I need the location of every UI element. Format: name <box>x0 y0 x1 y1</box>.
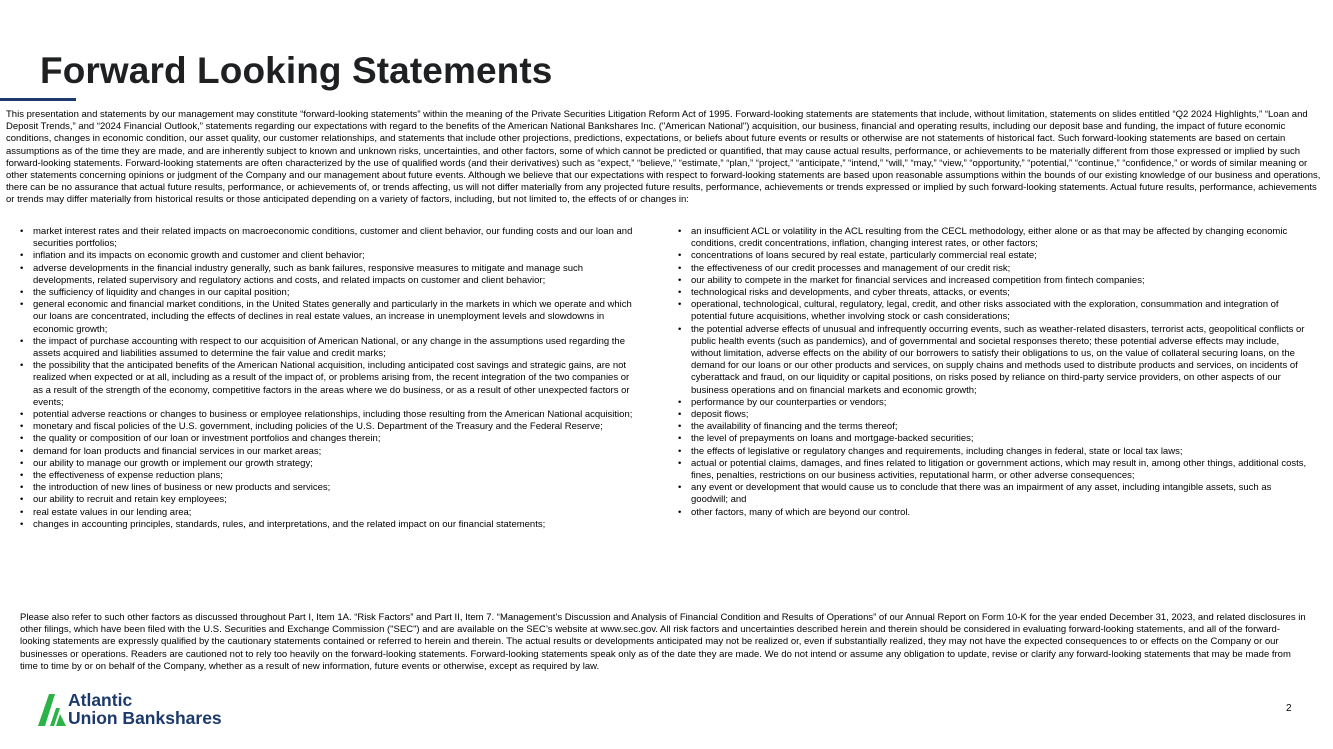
bullet-marker: • <box>20 470 24 482</box>
bullet-text: general economic and financial market conditions, in the United States generally and particularly in the markets in which we operate and which our loans are concentrated, including the effects of declines in real estate values, an increase in unemployment levels and slowdowns in economic growth; <box>33 299 632 335</box>
title-accent-rule <box>0 98 76 101</box>
bullet-text: the potential adverse effects of unusual and infrequently occurring events, such as weather-related disasters, terrorist acts, geopolitical conflicts or public health events (such as pandemics), and of governmental and societal responses thereto; these potential adverse effects may include, without limitation, adverse effects on the ability of our borrowers to satisfy their obligations to us, on the value of collateral securing loans, on the demand for our loans or our other products and services, on supply chains and methods used to distribute products and services, on incidents of cyberattack and fraud, on our liquidity or capital positions, on risks posed by reliance on third-party service providers, on other aspects of our business operations and on financial markets and economic growth; <box>691 323 1305 396</box>
bullet-text: any event or development that would cause us to conclude that there was an impairment of any asset, including intangible assets, such as goodwill; and <box>691 482 1272 506</box>
bullet-text: changes in accounting principles, standards, rules, and interpretations, and the related impact on our financial statements; <box>33 518 546 530</box>
bullet-item <box>20 482 640 494</box>
bullet-text: operational, technological, cultural, regulatory, legal, credit, and other risks associated with the exploration, consummation and integration of potential future acquisitions, whether involving stock or cash considerations; <box>691 299 1279 323</box>
bullet-marker: • <box>678 409 682 421</box>
bullet-item <box>20 433 640 445</box>
bullet-item <box>20 421 640 433</box>
bullet-text: actual or potential claims, damages, and fines related to litigation or government actions, which may result in, among other things, additional costs, fines, penalties, restrictions on our business activities, reputational harm, or other adverse consequences; <box>691 457 1307 482</box>
bullet-marker: • <box>678 299 682 311</box>
bullet-marker: • <box>678 287 682 299</box>
bullet-marker: • <box>20 457 24 469</box>
bullet-item <box>678 507 1310 519</box>
bullet-text: deposit flows; <box>691 409 749 421</box>
bullet-marker: • <box>20 506 24 518</box>
bullet-item <box>678 409 1310 421</box>
bullet-item <box>678 287 1310 299</box>
bullet-marker: • <box>20 299 24 311</box>
bullet-item <box>20 360 640 409</box>
bullet-text: the sufficiency of liquidity and changes in our capital position; <box>33 287 290 299</box>
bullet-text: adverse developments in the financial industry generally, such as bank failures, responsive measures to mitigate and manage such developments, related supervisory and regulatory actions and costs, and related impacts on customer and client behavior; <box>33 262 584 286</box>
left-bullet-list <box>20 226 640 531</box>
logo-text-line1: Atlantic <box>68 690 133 710</box>
bullet-marker: • <box>678 274 682 286</box>
bullet-text: our ability to recruit and retain key employees; <box>33 494 227 506</box>
bullet-item <box>20 336 640 360</box>
bullet-item <box>678 226 1310 250</box>
bullet-marker: • <box>678 457 682 469</box>
bullet-item <box>20 299 640 336</box>
bullet-text: monetary and fiscal policies of the U.S. government, including policies of the U.S. Department of the Treasury and the Federal Reserve; <box>33 421 603 433</box>
bullet-marker: • <box>20 482 24 494</box>
bullet-item <box>20 263 640 287</box>
bullet-text: an insufficient ACL or volatility in the ACL resulting from the CECL methodology, either alone or as that may be affected by changing economic conditions, credit concentrations, inflation, changing interest rates, or other factors; <box>691 226 1288 250</box>
bullet-text: the effectiveness of expense reduction plans; <box>33 470 223 482</box>
bullet-item <box>20 409 640 421</box>
bullet-text: our ability to compete in the market for financial services and increased competition from fintech companies; <box>691 274 1145 286</box>
bullet-text: concentrations of loans secured by real estate, particularly commercial real estate; <box>691 250 1037 262</box>
bullet-text: the impact of purchase accounting with respect to our acquisition of American National, or any change in the assumptions used regarding the assets acquired and liabilities assumed to determine the fair value and credit marks; <box>33 335 625 360</box>
bullet-marker: • <box>20 433 24 445</box>
bullet-marker: • <box>20 421 24 433</box>
bullet-text: other factors, many of which are beyond our control. <box>691 506 911 518</box>
bullet-item <box>20 507 640 519</box>
logo-mark-icon <box>38 694 66 726</box>
bullet-marker: • <box>678 506 682 518</box>
bullet-item <box>678 446 1310 458</box>
bullet-marker: • <box>20 360 24 372</box>
bullet-text: demand for loan products and financial services in our market areas; <box>33 445 322 457</box>
page-title: Forward Looking Statements <box>40 50 553 91</box>
logo-text-line2: Union Bankshares <box>68 708 222 728</box>
bullet-marker: • <box>678 323 682 335</box>
bullet-marker: • <box>678 396 682 408</box>
bullet-item <box>678 263 1310 275</box>
bullet-item <box>20 470 640 482</box>
bullet-marker: • <box>20 518 24 530</box>
bullet-item <box>678 324 1310 397</box>
bullet-item <box>678 299 1310 323</box>
bullet-item <box>20 287 640 299</box>
bullet-marker: • <box>678 262 682 274</box>
bullet-item <box>20 226 640 250</box>
bullet-item <box>678 482 1310 506</box>
bullet-text: the introduction of new lines of business or new products and services; <box>33 482 331 494</box>
right-bullet-list <box>678 226 1310 519</box>
bullet-text: market interest rates and their related impacts on macroeconomic conditions, customer and client behavior, our funding costs and our loan and securities portfolios; <box>33 226 633 250</box>
intro-paragraph: This presentation and statements by our management may constitute “forward-looking statements” within the meaning of the Private Securities Litigation Reform Act of 1995. Forward-looking statements are statements that include, without limitation, statements on slides entitled “Q2 2024 Highlights,” “Loan and Deposit Trends,” and “2024 Financial Outlook,” statements regarding our expectations with regard to the benefits of the American National Bankshares Inc. ("American National") acquisition, our business, financial and operating results, including our deposit base and funding, the impact of future economic conditions, changes in economic condition, our asset quality, our customer relationships, and statements that include other projections, predictions, expectations, or beliefs about future events or results or otherwise are not statements of historical fact. Such forward-looking statements are based on certain assumptions as of the time they are made, and are inherently subject to known and unknown risks, uncertainties, and other factors, some of which cannot be predicted or quantified, that may cause actual results, performance, or achievements to be materially different from those expressed or implied by such forward-looking statements. Forward-looking statements are often characterized by the use of qualified words (and their derivatives) such as “expect,” “believe,” “estimate,” “plan,” “project,” “anticipate,” “intend,” “will,” “may,” “view,” “opportunity,” “potential,” “continue,” “confidence,” or words of similar meaning or other statements concerning opinions or judgment of the Company and our management about future events. Although we believe that our expectations with respect to forward-looking statements are based upon reasonable assumptions within the bounds of our existing knowledge of our business and operations, there can be no assurance that actual future results, performance, or achievements of, or trends affecting, us will not differ materially from any projected future results, performance, achievements or trends expressed or implied by such forward-looking statements. Actual future results, performance, achievements or trends may differ materially from historical results or those anticipated depending on a variety of factors, including, but not limited to, the effects of or changes in: <box>6 109 1321 206</box>
bullet-text: the availability of financing and the terms thereof; <box>691 421 898 433</box>
closing-paragraph: Please also refer to such other factors as discussed throughout Part I, Item 1A. “Risk Factors” and Part II, Item 7. “Management’s Discussion and Analysis of Financial Condition and Results of Operations” of our Annual Report on Form 10-K for the year ended December 31, 2023, and related disclosures in other filings, which have been filed with the U.S. Securities and Exchange Commission ("SEC") and are available on the SEC’s website at www.sec.gov. All risk factors and uncertainties described herein and therein should be considered in evaluating forward-looking statements, and all of the forward-looking statements are expressly qualified by the cautionary statements contained or referred to herein and therein. The actual results or developments anticipated may not be realized or, even if substantially realized, they may not have the expected consequences to or effects on the Company or our businesses or operations. Readers are cautioned not to rely too heavily on the forward-looking statements. Forward-looking statements speak only as of the date they are made. We do not intend or assume any obligation to update, revise or clarify any forward-looking statements that may be made from time to time by or on behalf of the Company, whether as a result of new information, future events or otherwise, except as required by law. <box>20 612 1306 672</box>
bullet-item <box>20 494 640 506</box>
bullet-item <box>678 250 1310 262</box>
bullet-item <box>20 446 640 458</box>
company-logo <box>38 691 268 729</box>
bullet-item <box>678 433 1310 445</box>
bullet-marker: • <box>20 262 24 274</box>
bullet-item <box>678 397 1310 409</box>
bullet-marker: • <box>20 250 24 262</box>
bullet-text: the quality or composition of our loan or investment portfolios and changes therein; <box>33 433 381 445</box>
bullet-text: the possibility that the anticipated benefits of the American National acquisition, including anticipated cost savings and strategic gains, are not realized when expected or at all, including as a result of the impact of, or problems arising from, the recent integration of the two companies or as a result of the strength of the economy, competitive factors in the areas where we do business, or as a result of other unexpected factors or events; <box>33 360 630 408</box>
bullet-marker: • <box>678 445 682 457</box>
bullet-marker: • <box>678 421 682 433</box>
bullet-text: our ability to manage our growth or implement our growth strategy; <box>33 457 313 469</box>
bullet-marker: • <box>678 250 682 262</box>
bullet-marker: • <box>678 226 682 237</box>
bullet-item <box>678 275 1310 287</box>
bullet-marker: • <box>20 409 24 421</box>
bullet-marker: • <box>678 482 682 494</box>
bullet-text: potential adverse reactions or changes to business or employee relationships, including those resulting from the American National acquisition; <box>33 409 633 421</box>
bullet-marker: • <box>20 335 24 347</box>
bullet-text: inflation and its impacts on economic growth and customer and client behavior; <box>33 250 365 262</box>
bullet-marker: • <box>20 494 24 506</box>
bullet-text: the effects of legislative or regulatory changes and requirements, including changes in federal, state or local tax laws; <box>691 445 1183 457</box>
bullet-text: technological risks and developments, and cyber threats, attacks, or events; <box>691 287 1010 299</box>
bullet-text: real estate values in our lending area; <box>33 506 192 518</box>
bullet-item <box>678 458 1310 482</box>
bullet-text: the level of prepayments on loans and mortgage-backed securities; <box>691 433 974 445</box>
bullet-item <box>20 458 640 470</box>
bullet-text: the effectiveness of our credit processes and management of our credit risk; <box>691 262 1011 274</box>
bullet-marker: • <box>20 287 24 299</box>
bullet-item <box>20 519 640 531</box>
page-number: 2 <box>1286 703 1292 714</box>
bullet-marker: • <box>20 226 24 237</box>
bullet-text: performance by our counterparties or vendors; <box>691 396 887 408</box>
bullet-item <box>678 421 1310 433</box>
bullet-marker: • <box>678 433 682 445</box>
bullet-item <box>20 250 640 262</box>
bullet-marker: • <box>20 445 24 457</box>
